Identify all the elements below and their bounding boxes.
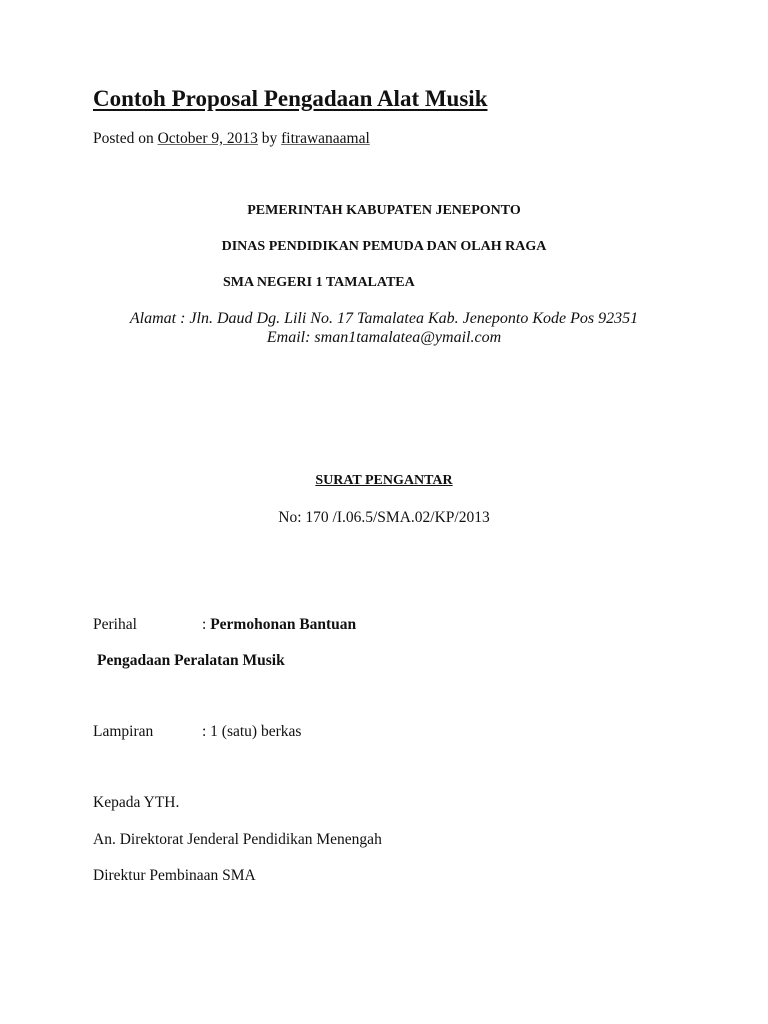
perihal-colon: : — [202, 616, 207, 633]
letterhead-government: PEMERINTAH KABUPATEN JENEPONTO — [247, 203, 521, 218]
letter-number: No: 170 /I.06.5/SMA.02/KP/2013 — [278, 509, 490, 526]
recipient-line2: Direktur Pembinaan SMA — [93, 867, 256, 884]
by-label: by — [261, 130, 278, 147]
perihal-subject: Permohonan Bantuan — [210, 616, 357, 633]
recipient-line1: An. Direktorat Jenderal Pendidikan Menengah — [93, 831, 382, 848]
letterhead-school: SMA NEGERI 1 TAMALATEA — [223, 275, 415, 290]
perihal-label: Perihal — [93, 616, 137, 633]
letterhead-email: Email: sman1tamalatea@ymail.com — [266, 329, 502, 346]
author-link[interactable]: fitrawanaamal — [281, 130, 370, 147]
lampiran-value: : 1 (satu) berkas — [202, 723, 302, 740]
letterhead-address: Alamat : Jln. Daud Dg. Lili No. 17 Tamalatea Kab. Jeneponto Kode Pos 92351 — [129, 310, 639, 327]
posted-on-label: Posted on — [93, 130, 154, 147]
perihal-subject-line2: Pengadaan Peralatan Musik — [97, 652, 285, 669]
recipient-salutation: Kepada YTH. — [93, 794, 180, 811]
letter-heading: SURAT PENGANTAR — [315, 473, 453, 488]
post-date-link[interactable]: October 9, 2013 — [157, 130, 258, 147]
perihal-value — [202, 616, 356, 634]
lampiran-label: Lampiran — [93, 723, 154, 740]
post-title[interactable]: Contoh Proposal Pengadaan Alat Musik — [93, 86, 488, 111]
letterhead-department: DINAS PENDIDIKAN PEMUDA DAN OLAH RAGA — [221, 239, 547, 254]
post-meta — [93, 130, 370, 148]
